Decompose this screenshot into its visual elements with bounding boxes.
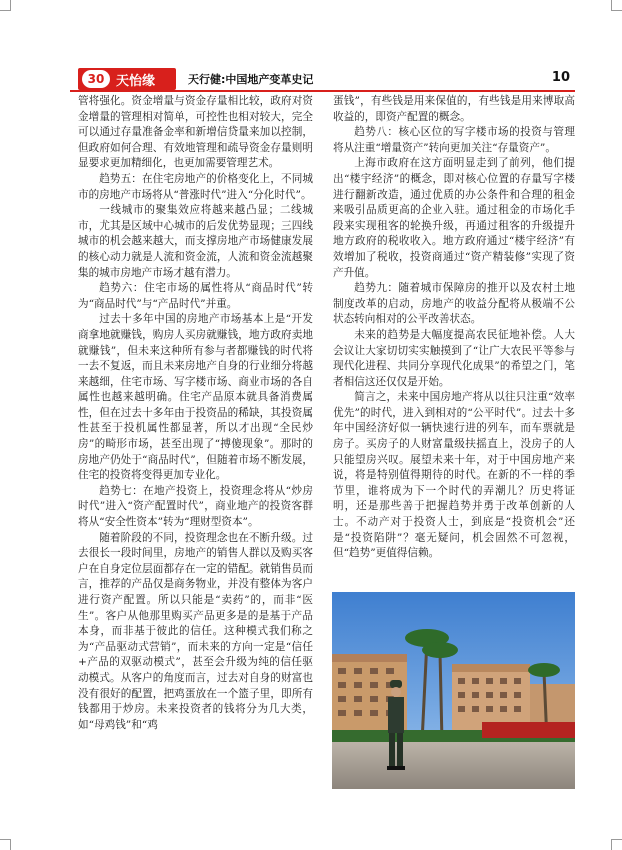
article-photo [332,592,575,789]
crop-mark [611,0,622,11]
paragraph: 上海市政府在这方面明显走到了前列，他们提出“楼宇经济”的概念，即对核心位置的存量写字楼进行翻新改造，通过优质的办公条件和合理的租金来吸引品质更高的企业入驻。通过租金的市场化手段来实现租客的轮换升级，再通过租客的升级提升地方政府的税收收入。地方政府通过“楼宇经济”有效增加了税收，投资商通过“资产精装修”实现了资产升值。 [333,157,575,279]
paragraph: 趋势五：在住宅房地产的价格变化上，不同城市的房地产市场将从“普涨时代”进入“分化时代”。 [78,172,313,201]
page-number: 10 [551,70,570,85]
left-column [78,94,313,733]
paragraph: 过去十多年中国的房地产市场基本上是“开发商拿地就赚钱，购房人买房就赚钱，地方政府卖地就赚钱”，但未来这种所有参与者都赚钱的时代将一去不复返，而且未来房地产自身的行业细分将越来越细，住宅市场、写字楼市场、商业市场的各自属性也越来越明确。住宅产品原本就具备消费属性，但在过去十多年由于投资品的稀缺，其投资属性甚至于投机属性都显著，所以才出现“全民炒房”的畸形市场，甚至出现了“搏傻现象”。那时的房地产仍处于“商品时代”，但随着市场不断发展，住宅的投资将变得更加专业化。 [78,313,313,482]
logo-text: 天怡缘 [116,73,156,89]
header-divider [70,90,575,92]
paragraph: 蛋钱”，有些钱是用来保值的，有些钱是用来博取高收益的，即资产配置的概念。 [333,95,575,123]
crop-mark [0,0,11,11]
paragraph: 管将强化。资金增量与资金存量相比较，政府对资金增量的管理相对简单，可控性也相对较大，完全可以通过存量准备金率和新增信贷量来加以控制，但政府如何合理、有效地管理和疏导资金存量则明显要求更加精细化，也更加需要管理艺术。 [78,95,313,170]
crop-mark [0,839,11,850]
paragraph: 随着阶段的不同，投资理念也在不断升级。过去很长一段时间里，房地产的销售人群以及购买客户在自身定位层面都存在一定的错配。就销售员而言，推荐的产品仅是商务物业，并没有整体为客户进行资产配置。所以只能是“卖药”的，而非“医生”。客户从他那里购买产品更多是的是基于产品本身，而非基于彼此的信任。这种模式我们称之为“产品驱动式营销”，而未来的方向一定是“信任+产品的双驱动模式”，甚至会升级为纯的信任驱动模式。从客户的角度而言，过去对自身的财富也没有很好的配置，把鸡蛋放在一个篮子里，即所有钱都用于炒房。未来投资者的钱将分为几大类，如“母鸡钱”和“鸡 [78,531,313,731]
logo-number: 30 [82,70,110,88]
page-header [70,68,580,90]
paragraph: 未来的趋势是大幅度提高农民征地补偿。人大会议让大家切切实实触摸到了“让广大农民平等参与现代化进程、共同分享现代化成果”的希望之门，笔者相信这还仅仅是开始。 [333,328,575,388]
paragraph: 趋势七：在地产投资上，投资理念将从“炒房时代”进入“资产配置时代”，商业地产的投资客群将从“安全性资本”转为“理财型资本”。 [78,484,313,529]
photo-illustration [332,592,575,789]
brand-logo [78,68,176,90]
paragraph: 趋势八：核心区位的写字楼市场的投资与管理将从注重“增量资产”转向更加关注“存量资产”。 [333,126,575,154]
paragraph: 趋势九：随着城市保障房的推开以及农村土地制度改革的启动，房地产的收益分配将从极端不公状态转向相对的公平改善状态。 [333,282,575,326]
book-title: 天行健:中国地产变革史记 [188,73,314,86]
paragraph: 趋势六：住宅市场的属性将从“商品时代”转为“商品时代”与“产品时代”并重。 [78,282,313,310]
paragraph: 一线城市的聚集效应将越来越凸显；二线城市，尤其是区域中心城市的后发优势显现；三四线城市的机会越来越大，而支撑房地产市场健康发展的核心动力就是人流和资金流，人流和资金流越聚集的城市房地产市场才越有潜力。 [78,204,313,279]
paragraph: 简言之，未来中国房地产将从以往只注重“效率优先”的时代，进入到相对的“公平时代”。过去十多年中国经济好似一辆快速行进的列车，而车票就是房子。买房子的人财富量级扶摇直上，没房子的人只能望房兴叹。展望未来十年，对于中国房地产来说，将是特别值得期待的时代。在新的不一样的季节里，谁将成为下一个时代的弄潮儿？历史将证明，还是那些善于把握趋势并勇于改革创新的人士。不动产对于投资人士，到底是“投资机会”还是“投资陷阱”？毫无疑问，机会固然不可忽视，但“趋势”更值得信赖。 [333,391,575,560]
right-column [333,94,575,562]
crop-mark [611,839,622,850]
